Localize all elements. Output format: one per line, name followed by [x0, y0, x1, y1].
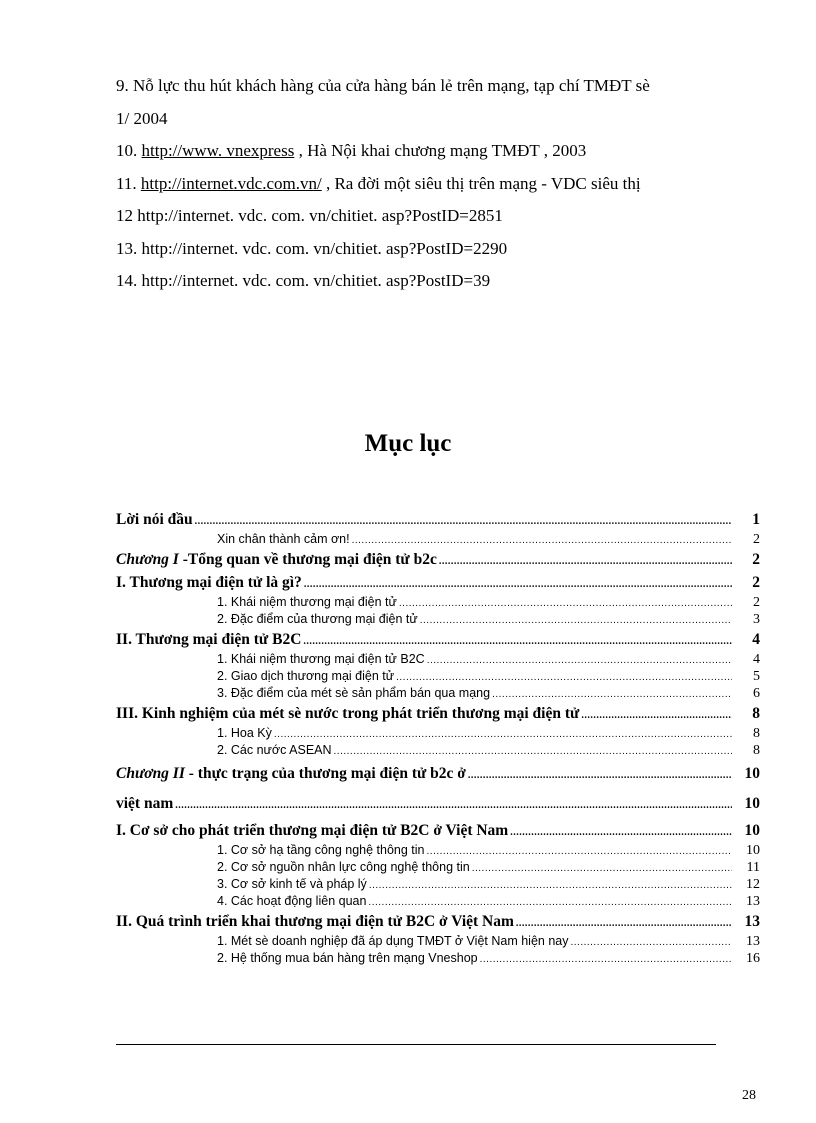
reference-number: 11.: [116, 173, 141, 193]
toc-page-number: 2: [752, 574, 760, 591]
reference-item: [116, 135, 736, 168]
toc-page-number: 13: [746, 894, 760, 909]
toc-page-number: 2: [753, 532, 760, 547]
toc-leader-dots: [399, 595, 732, 612]
toc-entry-text: III. Kinh nghiệm của mét sè nước trong phát triển thương mại điện tử: [116, 705, 580, 722]
toc-entry-label: [217, 668, 394, 685]
toc-leader-dots: [570, 934, 732, 951]
toc-chapter-prefix: Chương I: [116, 551, 179, 568]
toc-page-number: 13: [746, 934, 760, 949]
toc-entry-label: [116, 819, 508, 842]
reference-item: [116, 233, 736, 266]
toc-page-number: 8: [753, 743, 760, 758]
toc-page-number: 6: [753, 686, 760, 701]
toc-entry-label: [116, 628, 301, 651]
toc-heading-entry[interactable]: [116, 702, 760, 725]
toc-entry-label: [217, 594, 397, 611]
toc-sub-entry[interactable]: [116, 531, 760, 548]
toc-sub-entry[interactable]: [116, 725, 760, 742]
toc-entry-label: [116, 508, 193, 531]
toc-leader-dots: [396, 669, 732, 686]
toc-sub-entry[interactable]: [116, 950, 760, 967]
reference-item: [116, 265, 736, 298]
toc-entry-label: [217, 742, 332, 759]
reference-text: , Hà Nội khai chương mạng TMĐT , 2003: [294, 141, 587, 160]
toc-heading-entry[interactable]: [116, 759, 760, 789]
toc-leader-dots: [427, 652, 732, 669]
toc-page-number: 4: [753, 652, 760, 667]
reference-link[interactable]: http://internet.vdc.com.vn/: [140, 173, 322, 193]
toc-leader-dots: [175, 791, 732, 821]
toc-leader-dots: [427, 843, 732, 860]
toc-sub-entry[interactable]: [116, 859, 760, 876]
reference-text: 9. Nỗ lực thu hút khách hàng của cửa hàng bán lẻ trên mạng, tạp chí TMĐT sè: [116, 76, 650, 95]
toc-entry-text: 3. Cơ sở kinh tế và pháp lý: [217, 877, 367, 891]
toc-entry-text: Lời nói đầu: [116, 511, 193, 528]
toc-leader-dots: [352, 532, 732, 549]
toc-leader-dots: [334, 743, 732, 760]
toc-entry-label: [116, 702, 579, 725]
toc-entry-label: [116, 789, 173, 819]
toc-title: Mục lục: [364, 430, 452, 457]
toc-sub-entry[interactable]: [116, 933, 760, 950]
toc-entry-text: 2. Đặc điểm của thương mại điện tử: [217, 612, 418, 626]
toc-entry-text: 2. Hệ thống mua bán hàng trên mạng Vneshop: [217, 951, 478, 965]
toc-leader-dots: [369, 877, 732, 894]
toc-sub-entry[interactable]: [116, 742, 760, 759]
toc-leader-dots: [480, 951, 732, 968]
toc-entry-label: [116, 910, 514, 933]
toc-chapter-prefix: Chương II: [116, 765, 185, 782]
toc-leader-dots: [420, 612, 732, 629]
toc-page-number: 8: [752, 705, 760, 722]
toc-leader-dots: [274, 726, 732, 743]
toc-heading-entry[interactable]: [116, 548, 760, 571]
toc-entry-label: [217, 531, 350, 548]
reference-item: [116, 70, 736, 103]
toc-page-number: 2: [752, 551, 760, 568]
toc-page-number: 11: [746, 860, 760, 875]
toc-page-number: 4: [752, 631, 760, 648]
toc-entry-text: - thực trạng của thương mại điện tử b2c ở: [184, 765, 466, 782]
toc-leader-dots: [368, 894, 732, 911]
toc-leader-dots: [492, 686, 732, 703]
toc-heading-entry[interactable]: [116, 789, 760, 819]
toc-page-number: 16: [746, 951, 760, 966]
toc-entry-label: [217, 685, 490, 702]
reference-text: , Ra đời một siêu thị trên mạng - VDC siêu thị: [321, 173, 641, 193]
toc-leader-dots: [195, 510, 732, 533]
reference-text: 13. http://internet. vdc. com. vn/chitiet. asp?PostID=2290: [116, 238, 508, 258]
toc-page-number: 3: [753, 612, 760, 627]
toc-entry-text: 2. Giao dịch thương mại điện tử: [217, 669, 395, 683]
toc-heading-entry[interactable]: [116, 628, 760, 651]
toc-leader-dots: [468, 761, 732, 791]
toc-entry-text: I. Thương mại điện tử là gì?: [116, 574, 302, 591]
reference-item: [116, 200, 736, 233]
toc-page-number: 10: [746, 843, 760, 858]
toc-entry-label: [217, 842, 425, 859]
reference-item: [116, 103, 736, 136]
toc-entry-text: I. Cơ sở cho phát triển thương mại điện tử B2C ở Việt Nam: [116, 822, 509, 839]
toc-entry-label: [217, 611, 418, 628]
toc-leader-dots: [439, 550, 732, 573]
toc-page-number: 8: [753, 726, 760, 741]
toc-entry-text: 2. Cơ sở nguồn nhân lực công nghệ thông tin: [217, 860, 470, 874]
toc-entry-text: Xin chân thành cảm ơn!: [217, 532, 350, 546]
toc-entry-text: II. Thương mại điện tử B2C: [116, 631, 302, 648]
toc-entry-label: [217, 725, 272, 742]
toc-entry-text: 1. Mét sè doanh nghiệp đã áp dụng TMĐT ở Việt Nam hiện nay: [217, 934, 569, 948]
page-number: 28: [742, 1088, 756, 1103]
reference-item: [116, 168, 736, 201]
toc-sub-entry[interactable]: [116, 668, 760, 685]
footnote-divider: [116, 1044, 716, 1045]
toc-entry-label: [217, 950, 478, 967]
toc-entry-text: 1. Khái niệm thương mại điện tử B2C: [217, 652, 425, 666]
toc-leader-dots: [304, 573, 732, 596]
toc-entry-label: [217, 933, 568, 950]
toc-entry-text: 1. Hoa Kỳ: [217, 726, 272, 740]
toc-entry-label: [116, 759, 466, 789]
toc-sub-entry[interactable]: [116, 893, 760, 910]
toc-entry-text: -Tổng quan về thương mại điện tử b2c: [178, 551, 437, 568]
toc-entry-text: 2. Các nước ASEAN: [217, 743, 332, 757]
toc-sub-entry[interactable]: [116, 651, 760, 668]
toc-entry-label: [217, 893, 366, 910]
toc-leader-dots: [472, 860, 732, 877]
toc-leader-dots: [516, 912, 732, 935]
toc-page-number: 2: [753, 595, 760, 610]
toc-entry-text: 1. Khái niệm thương mại điện tử: [217, 595, 397, 609]
toc-leader-dots: [581, 704, 732, 727]
toc-page-number: 5: [753, 669, 760, 684]
toc-entry-label: [116, 571, 302, 594]
toc-sub-entry[interactable]: [116, 594, 760, 611]
toc-page-number: 13: [744, 913, 760, 930]
toc-entry-text: việt nam: [116, 795, 174, 812]
toc-heading-entry[interactable]: [116, 910, 760, 933]
toc-entry-text: II. Quá trình triển khai thương mại điện tử B2C ở Việt Nam: [116, 913, 514, 930]
toc-sub-entry[interactable]: [116, 842, 760, 859]
toc-sub-entry[interactable]: [116, 685, 760, 702]
reference-link[interactable]: http://www. vnexpress: [141, 141, 295, 160]
toc-sub-entry[interactable]: [116, 876, 760, 893]
toc-page-number: 10: [744, 765, 760, 782]
toc-heading-entry[interactable]: [116, 571, 760, 594]
toc-leader-dots: [510, 821, 732, 844]
toc-page-number: 12: [746, 877, 760, 892]
reference-text: 12 http://internet. vdc. com. vn/chitiet. asp?PostID=2851: [116, 206, 503, 225]
toc-entry-label: [217, 876, 367, 893]
table-of-contents: [116, 508, 760, 967]
toc-heading-entry[interactable]: [116, 819, 760, 842]
toc-page-number: 10: [744, 822, 760, 839]
references-list: [116, 70, 736, 298]
toc-page-number: 10: [744, 795, 760, 812]
toc-entry-text: 1. Cơ sở hạ tầng công nghệ thông tin: [217, 843, 425, 857]
toc-entry-label: [217, 859, 470, 876]
toc-entry-text: 3. Đặc điểm của mét sè sản phẩm bán qua mạng: [217, 686, 491, 700]
reference-text: 14. http://internet. vdc. com. vn/chitiet. asp?PostID=39: [116, 271, 491, 290]
toc-entry-label: [217, 651, 425, 668]
toc-entry-text: 4. Các hoạt động liên quan: [217, 894, 367, 908]
toc-entry-label: [116, 548, 437, 571]
reference-number: 10.: [116, 141, 142, 160]
toc-leader-dots: [303, 630, 732, 653]
toc-page-number: 1: [752, 511, 760, 528]
toc-sub-entry[interactable]: [116, 611, 760, 628]
toc-heading-entry[interactable]: [116, 508, 760, 531]
reference-text: 1/ 2004: [116, 108, 168, 128]
